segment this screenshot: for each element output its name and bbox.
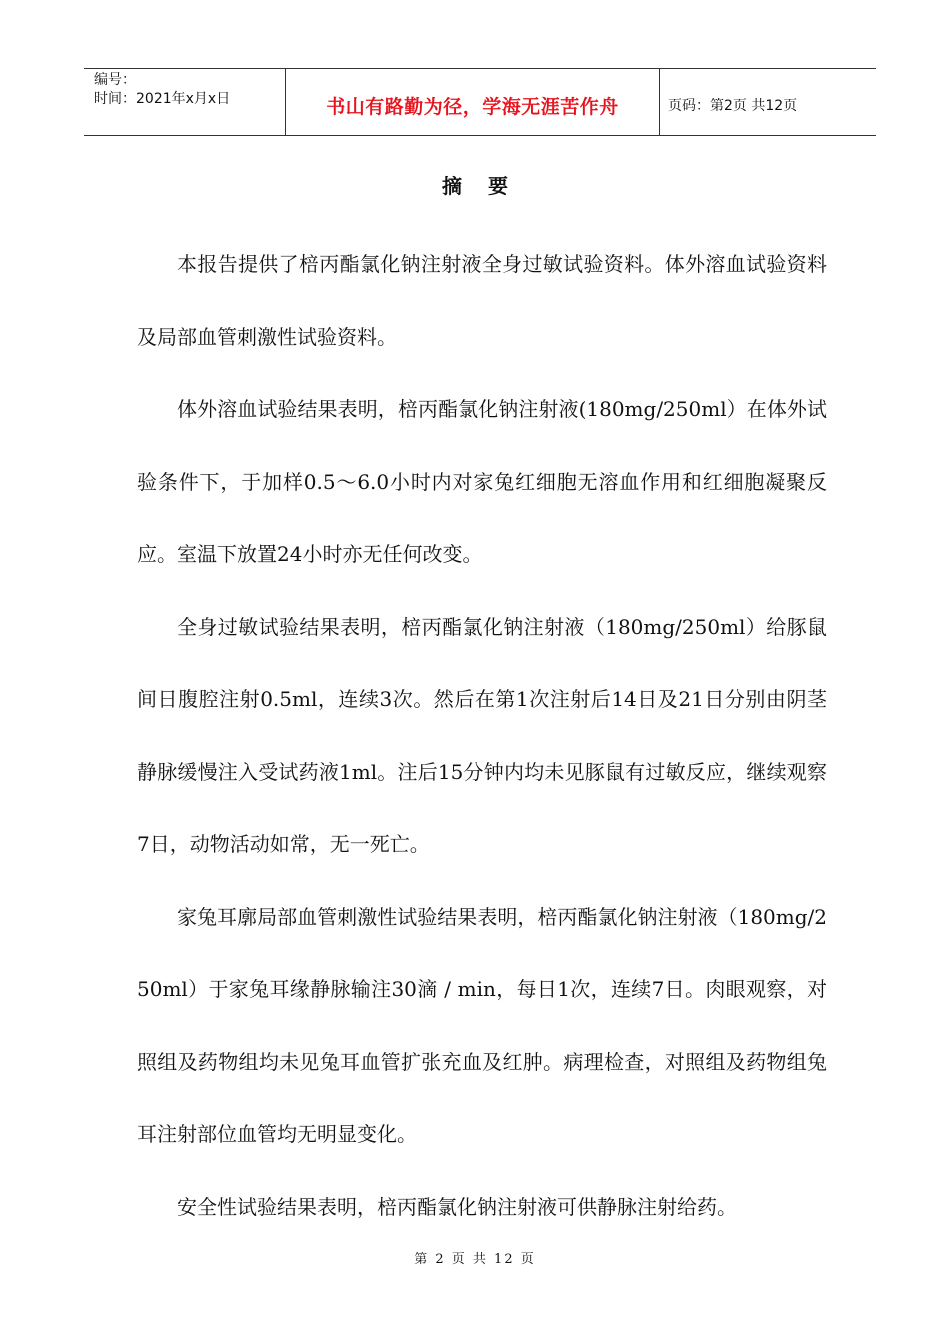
header-motto: 书山有路勤为径，学海无涯苦作舟	[326, 95, 619, 118]
header-page-info: 页码：第2页 共12页	[668, 98, 798, 114]
paragraph-intro: 本报告提供了棓丙酯氯化钠注射液全身过敏试验资料。体外溶血试验资料及局部血管刺激性试验资料。	[137, 252, 827, 349]
document-number-label: 编号：	[94, 72, 136, 88]
header-meta	[84, 69, 286, 135]
paragraph-conclusion: 安全性试验结果表明，棓丙酯氯化钠注射液可供静脉注射给药。	[177, 1194, 737, 1219]
page-title: 摘要	[442, 174, 534, 198]
header-motto-cell	[286, 69, 660, 135]
paragraph-hemolysis: 体外溶血试验结果表明，棓丙酯氯化钠注射液(180mg/250ml）在体外试验条件下，于加样0.5～6.0小时内对家兔红细胞无溶血作用和红细胞凝聚反应。室温下放置24小时亦无任何改变。	[137, 397, 827, 566]
paragraph-vascular-irritation: 家兔耳廓局部血管刺激性试验结果表明，棓丙酯氯化钠注射液（180mg/250ml）于家兔耳缘静脉输注30滴 / min，每日1次，连续7日。肉眼观察，对照组及药物组均未见兔耳血管扩张充血及红肿。病理检查，对照组及药物组兔耳注射部位血管均无明显变化。	[137, 904, 827, 1146]
paragraph-allergy: 全身过敏试验结果表明，棓丙酯氯化钠注射液（180mg/250ml）给豚鼠间日腹腔注射0.5ml，连续3次。然后在第1次注射后14日及21日分别由阴茎静脉缓慢注入受试药液1ml。注后15分钟内均未见豚鼠有过敏反应，继续观察7日，动物活动如常，无一死亡。	[137, 614, 827, 856]
page-footer: 第 2 页 共 12 页	[414, 1252, 536, 1267]
document-time-label: 时间：2021年x月x日	[94, 91, 231, 107]
header-page-info-cell	[660, 69, 876, 135]
abstract-body	[137, 228, 827, 1243]
document-header	[84, 68, 876, 136]
